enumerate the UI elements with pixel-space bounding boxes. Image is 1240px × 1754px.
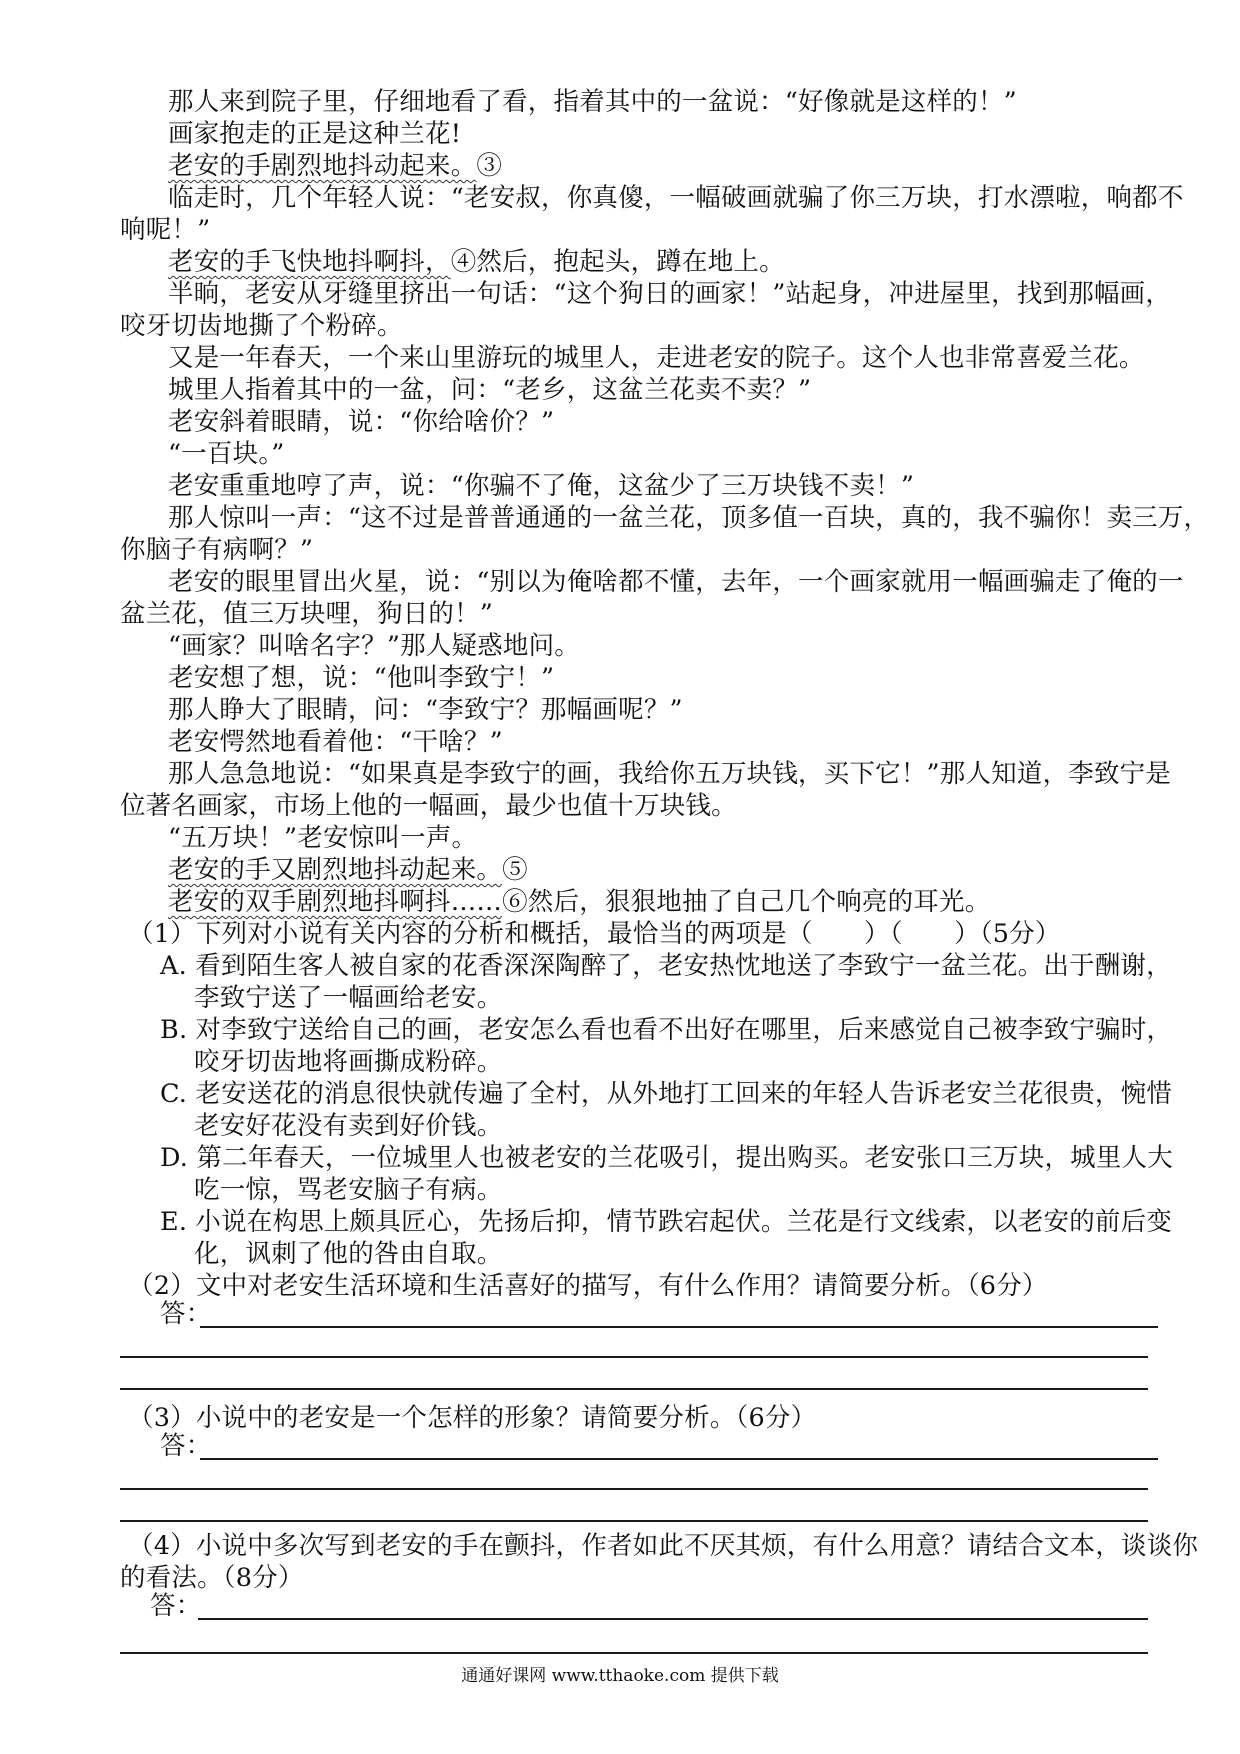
question-4: （4）小说中多次写到老安的手在颤抖，作者如此不厌其烦，有什么用意？请结合文本，谈谈你 (128, 1531, 1199, 1561)
story-line: 咬牙切齿地撕了个粉碎。 (120, 311, 403, 341)
answer-label: 答： (150, 1591, 202, 1621)
story-line: 那人急急地说：“如果真是李致宁的画，我给你五万块钱，买下它！”那人知道，李致宁是 (168, 759, 1172, 789)
question-3: （3）小说中的老安是一个怎样的形象？请简要分析。（6分） (128, 1403, 817, 1433)
wavy-underlined-sentence: 老安的手飞快地抖啊抖， (168, 247, 451, 277)
story-line: 老安的眼里冒出火星，说：“别以为俺啥都不懂，去年，一个画家就用一幅画骗走了俺的一 (168, 567, 1184, 597)
story-text: ④然后，抱起头，蹲在地上。 (450, 247, 785, 277)
answer-label: 答： (160, 1299, 212, 1329)
answer-line[interactable] (200, 1326, 1158, 1328)
story-line: “画家？叫啥名字？”那人疑惑地问。 (168, 631, 580, 661)
story-line: 半晌，老安从牙缝里挤出一句话：“这个狗日的画家！”站起身，冲进屋里，找到那幅画， (168, 279, 1172, 309)
story-line (168, 246, 785, 278)
question-4-cont: 的看法。（8分） (120, 1563, 304, 1593)
option-d: D. 第二年春天，一位城里人也被老安的兰花吸引，提出购买。老安张口三万块，城里人大 (160, 1143, 1173, 1173)
story-line: 盆兰花，值三万块哩，狗日的！” (120, 599, 494, 629)
answer-line[interactable] (198, 1618, 1148, 1620)
answer-line[interactable] (120, 1520, 1148, 1522)
story-line: 老安斜着眼睛，说：“你给啥价？” (168, 407, 555, 437)
story-line: 画家抱走的正是这种兰花! (168, 119, 462, 149)
story-line: 临走时，几个年轻人说：“老安叔，你真傻，一幅破画就骗了你三万块，打水漂啦，响都不 (168, 183, 1184, 213)
story-text: ⑥然后，狠狠地抽了自己几个响亮的耳光。 (502, 887, 991, 917)
story-line: 又是一年春天，一个来山里游玩的城里人，走进老安的院子。这个人也非常喜爱兰花。 (168, 343, 1145, 373)
answer-line[interactable] (200, 1458, 1158, 1460)
option-d-cont: 吃一惊，骂老安脑子有病。 (194, 1175, 503, 1205)
wavy-underlined-sentence: 老安的手又剧烈地抖动起来。 (168, 855, 503, 885)
story-line (168, 854, 528, 886)
option-a: A. 看到陌生客人被自家的花香深深陶醉了，老安热忱地送了李致宁一盆兰花。出于酬谢， (160, 951, 1172, 981)
story-line: 那人惊叫一声：“这不过是普普通通的一盆兰花，顶多值一百块，真的，我不骗你！卖三万， (168, 503, 1210, 533)
story-line: 那人来到院子里，仔细地看了看，指着其中的一盆说：“好像就是这样的！” (168, 87, 1017, 117)
story-line: 城里人指着其中的一盆，问：“老乡，这盆兰花卖不卖？” (168, 375, 812, 405)
story-line: “五万块！”老安惊叫一声。 (168, 823, 478, 853)
wavy-underlined-sentence: 老安的双手剧烈地抖啊抖…… (168, 887, 503, 917)
story-line (168, 886, 990, 918)
story-line: 你脑子有病啊？” (120, 535, 314, 565)
wavy-underlined-sentence: 老安的手剧烈地抖动起来。 (168, 151, 477, 181)
story-line: 老安愕然地看着他：“干啥？” (168, 727, 503, 757)
question-2: （2）文中对老安生活环境和生活喜好的描写，有什么作用？请简要分析。（6分） (128, 1271, 1048, 1301)
option-b: B. 对李致宁送给自己的画，老安怎么看也看不出好在哪里，后来感觉自己被李致宁骗时， (160, 1015, 1173, 1045)
story-line (168, 150, 502, 182)
question-1: （1）下列对小说有关内容的分析和概括，最恰当的两项是（ ）（ ）（5分） (128, 919, 1061, 949)
story-line: 那人睁大了眼睛，问：“李致宁？那幅画呢？” (168, 695, 683, 725)
option-c: C. 老安送花的消息很快就传遍了全村，从外地打工回来的年轻人告诉老安兰花很贵，惋惜 (160, 1079, 1173, 1109)
option-e-cont: 化，讽刺了他的咎由自取。 (194, 1239, 503, 1269)
story-line: 老安重重地哼了声，说：“你骗不了俺，这盆少了三万块钱不卖！” (168, 471, 915, 501)
answer-line[interactable] (120, 1388, 1148, 1390)
story-line: “一百块。” (168, 439, 285, 469)
story-line: 位著名画家，市场上他的一幅画，最少也值十万块钱。 (120, 791, 737, 821)
story-line: 响呢！” (120, 215, 211, 245)
circled-marker: ③ (476, 151, 503, 181)
answer-line[interactable] (120, 1652, 1148, 1654)
option-b-cont: 咬牙切齿地将画撕成粉碎。 (194, 1047, 503, 1077)
footer-credit: 通通好课网 www.tthaoke.com 提供下载 (461, 1666, 779, 1686)
option-e: E. 小说在构思上颇具匠心，先扬后抑，情节跌宕起伏。兰花是行文线索，以老安的前后变 (160, 1207, 1173, 1237)
answer-label: 答： (160, 1431, 212, 1461)
answer-line[interactable] (120, 1356, 1148, 1358)
story-line: 老安想了想，说：“他叫李致宁！” (168, 663, 555, 693)
option-c-cont: 老安好花没有卖到好价钱。 (194, 1111, 503, 1141)
answer-line[interactable] (120, 1488, 1148, 1490)
option-a-cont: 李致宁送了一幅画给老安。 (194, 983, 503, 1013)
circled-marker: ⑤ (502, 855, 528, 885)
